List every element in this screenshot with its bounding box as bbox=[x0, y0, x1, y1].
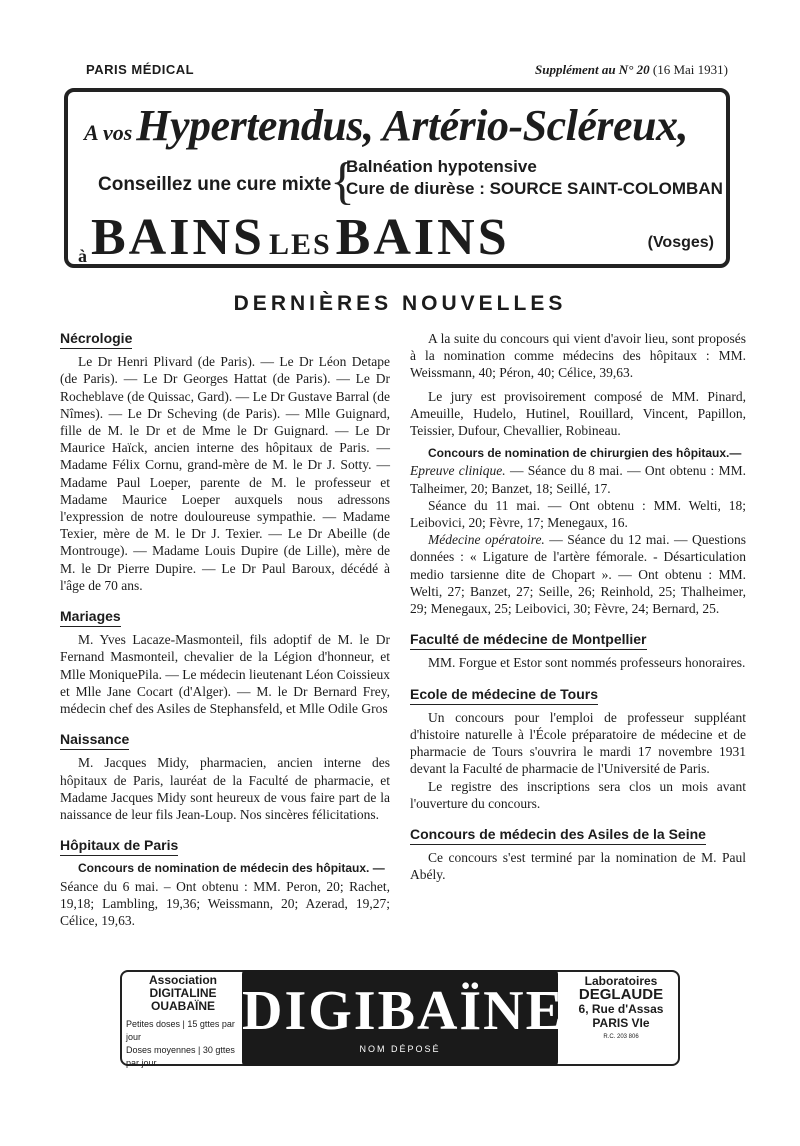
section-heading-naissance: Naissance bbox=[60, 731, 129, 750]
chirurgien-11mai: Séance du 11 mai. — Ont obtenu : MM. Welti, 18; Leibovici, 20; Fèvre, 17; Menegaux, 16. bbox=[410, 497, 746, 531]
left-column bbox=[60, 330, 390, 929]
digibaine-advert bbox=[120, 970, 680, 1066]
section-heading-mariages: Mariages bbox=[60, 608, 121, 627]
jury-text: Le jury est provisoirement composé de MM. Pinard, Ameuille, Hudelo, Hutinel, Rouillard, Vincent, Papillon, Teissier, Dufour, Chevallier, Robineau. bbox=[410, 388, 746, 439]
bains-les-bains-advert bbox=[64, 88, 730, 268]
advert-place-name: à BAINS LES BAINS bbox=[78, 209, 510, 266]
chirurgien-subhead: Concours de nomination de chirurgien des hôpitaux.— bbox=[428, 446, 742, 461]
montpellier-text: MM. Forgue et Estor sont nommés professeurs honoraires. bbox=[428, 655, 746, 671]
advert-laboratory: Laboratoires DEGLAUDE 6, Rue d'Assas PARIS VIe R.C. 203 806 bbox=[578, 974, 664, 1040]
mariages-text: M. Yves Lacaze-Masmonteil, fils adoptif de M. le Dr Fernand Masmonteil, chevalier de la Légion d'honneur, et Mlle MoniquePila. — Le médecin lieutenant Léon Coissieux et Mlle Jane Cocart (d'Alger). — M. le Dr Bernard Frey, médecin chef des Asiles de Stephansfeld, et Mlle Odile Gros bbox=[60, 632, 390, 717]
journal-name: PARIS MÉDICAL bbox=[86, 62, 195, 77]
hopitaux-text: Séance du 6 mai. – Ont obtenu : MM. Peron, 20; Rachet, 19,18; Lambling, 19,36; Weissmann, 20; Azerad, 19,27; Célice, 19,63. bbox=[60, 878, 390, 929]
advert-doses: Petites doses | 15 gttes par jour Doses moyennes | 30 gttes par jour bbox=[126, 1019, 235, 1068]
right-column bbox=[410, 330, 746, 884]
brace-icon: { bbox=[330, 153, 355, 210]
page-title: DERNIÈRES NOUVELLES bbox=[233, 292, 567, 315]
advert-headline: A vos Hypertendus, Artério-Scléreux, bbox=[84, 101, 688, 150]
naissance-text: M. Jacques Midy, pharmacien, ancien interne des hôpitaux de Paris, lauréat de la Faculté de pharmacie, et Madame Jacques Midy sont heureux de vous faire part de la naissance de leur fils Jean-Loup. Nos sincères félicitations. bbox=[60, 755, 390, 823]
section-heading-tours: Ecole de médecine de Tours bbox=[410, 686, 598, 705]
page-header bbox=[86, 62, 728, 82]
section-heading-hopitaux: Hôpitaux de Paris bbox=[60, 837, 178, 856]
tours-text-1: Un concours pour l'emploi de professeur suppléant d'histoire naturelle à l'École préparatoire de médecine et de pharmacie de Tours s'ouvrira le mardi 17 novembre 1931 devant la Faculté de pharmacie de l'Université de Paris. bbox=[410, 709, 746, 777]
advert-association: Association DIGITALINE OUABAÏNE bbox=[148, 973, 217, 1013]
advert-region: (Vosges) bbox=[647, 234, 714, 251]
nomination-text: A la suite du concours qui vient d'avoir lieu, sont proposés à la nomination comme médecins des hôpitaux : MM. Weissmann, 40; Péron, 40; Célice, 39,63. bbox=[410, 331, 746, 381]
advert-cure-details: Balnéation hypotensive Cure de diurèse : SOURCE SAINT-COLOMBAN bbox=[346, 157, 723, 198]
advert-brand-box bbox=[242, 970, 565, 1066]
chirurgien-epreuve: Epreuve clinique. — Séance du 8 mai. — Ont obtenu : MM. Talheimer, 20; Banzet, 18; Seillé, 17. bbox=[410, 463, 746, 496]
issue-info: Supplément au N° 20 (16 Mai 1931) bbox=[535, 62, 728, 77]
advert-cure-label: Conseillez une cure mixte bbox=[98, 174, 332, 195]
hopitaux-subhead: Concours de nomination de médecin des hôpitaux. — bbox=[78, 861, 385, 876]
asiles-text: Ce concours s'est terminé par la nomination de M. Paul Abély. bbox=[410, 850, 746, 883]
section-heading-montpellier: Faculté de médecine de Montpellier bbox=[410, 631, 647, 650]
tours-text-2: Le registre des inscriptions sera clos un mois avant l'ouverture du concours. bbox=[410, 778, 746, 811]
section-heading-asiles: Concours de médecin des Asiles de la Seine bbox=[410, 826, 706, 845]
section-heading-necrologie: Nécrologie bbox=[60, 330, 132, 349]
chirurgien-operatoire: Médecine opératoire. — Séance du 12 mai. — Questions données : « Ligature de l'artère fémorale. - Désarticulation medio tarsienne dite de Chopart ». — Ont obtenu : MM. Welti, 27; Banzet, 27; Seille, 26; Reinhold, 25; Thalheimer, 29; Menegaux, 25; Leibovici, 30; Fèvre, 24; Bernard, 25. bbox=[410, 532, 746, 617]
trademark-note: NOM DÉPOSÉ bbox=[359, 1044, 441, 1054]
brand-name: DIGIBAÏNE bbox=[242, 980, 565, 1042]
necrologie-text: Le Dr Henri Plivard (de Paris). — Le Dr Léon Detape (de Paris). — Le Dr Georges Hattat (de Paris). — Le Dr Rocheblave (de Quissac, Gard). — Le Dr Gustave Barral (de Nîmes). — Le Dr Scheving (de Paris). — Mlle Guignard, fille de M. le Dr et de Mme le Dr Guignard. — Le Dr Maurice Haïck, ancien interne des hôpitaux de Paris. — Madame Félix Cornu, grand-mère de M. le Dr J. Sotty. — Madame Paul Loeper, parente de M. le professeur et Madame Maurice Loeper auxquels nous adressons l'expression de notre douloureuse sympathie. — Madame Texier, mère de M. le Dr J. Texier. — Le Dr Abeille (de Montrouge). — Madame Louis Dupire (de Lille), mère de M. le Dr Pierre Dupire. — Le Dr Paul Baroux, décédé à l'âge de 70 ans. bbox=[60, 354, 390, 593]
